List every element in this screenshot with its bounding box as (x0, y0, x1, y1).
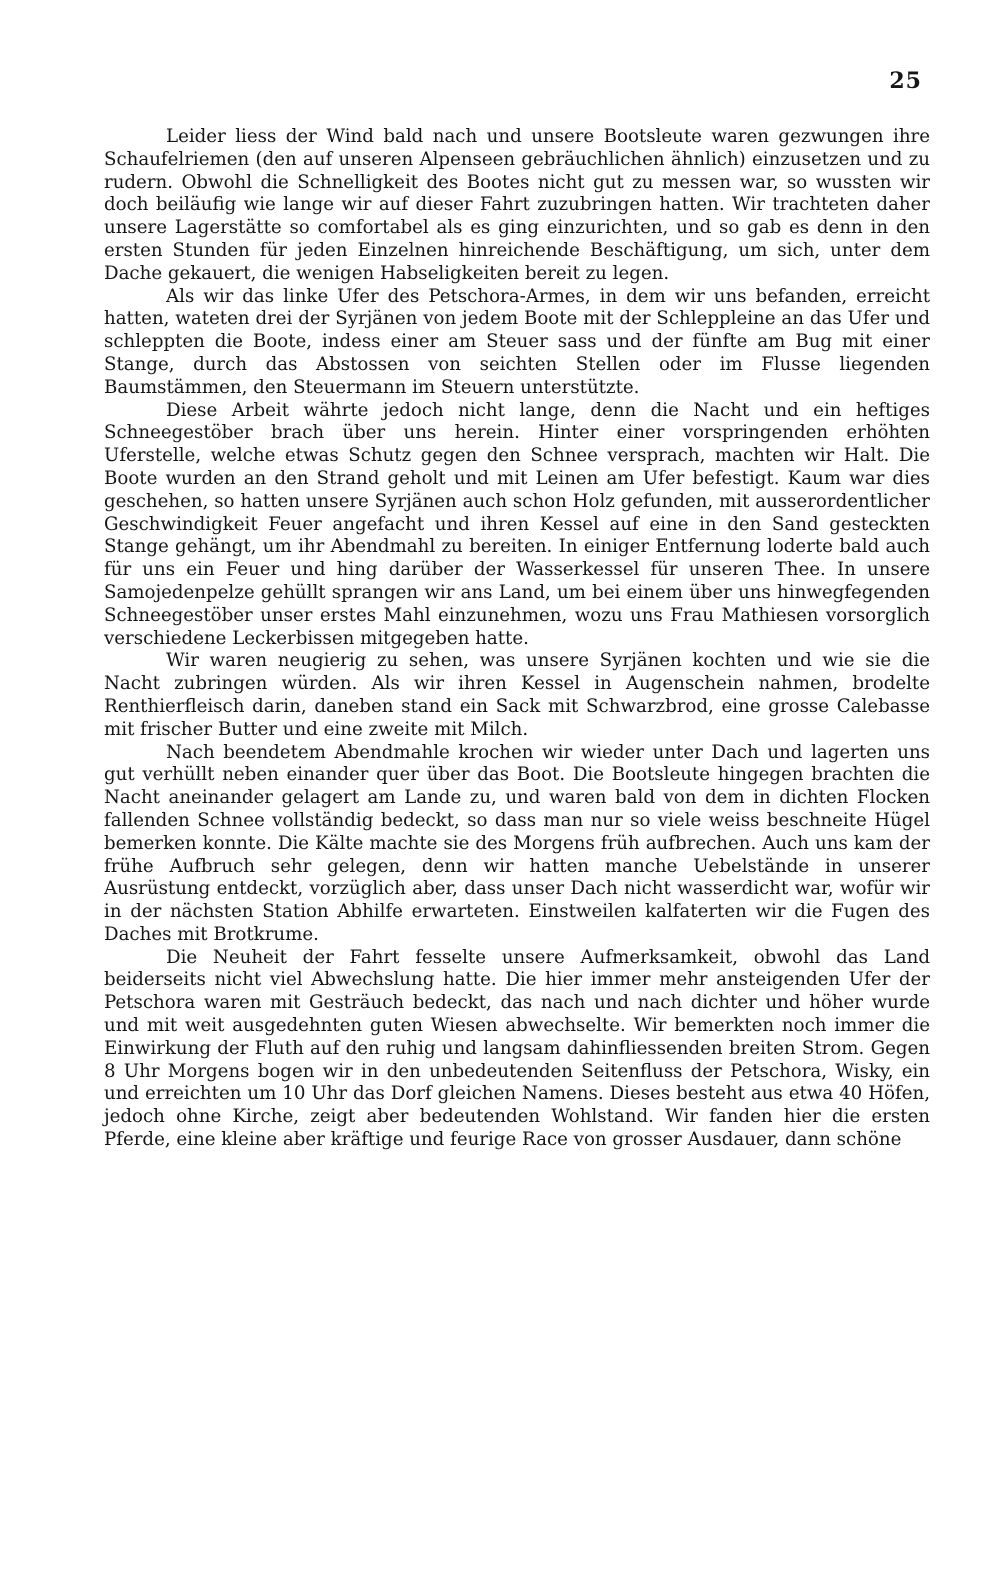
paragraph: Diese Arbeit währte jedoch nicht lange, denn die Nacht und ein heftiges Schneegestöber brach über uns herein. Hinter einer vorspringenden erhöhten Uferstelle, welche etwas Schutz gegen den Schnee versprach, machten wir Halt. Die Boote wurden an den Strand geholt und mit Leinen am Ufer befestigt. Kaum war dies geschehen, so hatten unsere Syrjänen auch schon Holz gefunden, mit ausserordentlicher Geschwindigkeit Feuer angefacht und ihren Kessel auf eine in den Sand gesteckten Stange gehängt, um ihr Abendmahl zu bereiten. In einiger Entfernung loderte bald auch für uns ein Feuer und hing darüber der Wasserkessel für unseren Thee. In unsere Samojedenpelze gehüllt sprangen wir ans Land, um bei einem über uns hinwegfegenden Schneegestöber unser erstes Mahl einzunehmen, wozu uns Frau Mathiesen vorsorglich verschiedene Leckerbissen mitgegeben hatte. (104, 399, 930, 649)
paragraph: Leider liess der Wind bald nach und unsere Bootsleute waren gezwungen ihre Schaufelriemen (den auf unseren Alpenseen gebräuchlichen ähnlich) einzusetzen und zu rudern. Obwohl die Schnelligkeit des Bootes nicht gut zu messen war, so wussten wir doch beiläufig wie lange wir auf dieser Fahrt zuzubringen hatten. Wir trachteten daher unsere Lagerstätte so comfortabel als es ging einzurichten, und so gab es denn in den ersten Stunden für jeden Einzelnen hinreichende Beschäftigung, um sich, unter dem Dache gekauert, die wenigen Habseligkeiten bereit zu legen. (104, 126, 930, 284)
paragraph: Die Neuheit der Fahrt fesselte unsere Aufmerksamkeit, obwohl das Land beiderseits nicht viel Abwechslung hatte. Die hier immer mehr ansteigenden Ufer der Petschora waren mit Gesträuch bedeckt, das nach und nach dichter und höher wurde und mit weit ausgedehnten guten Wiesen abwechselte. Wir bemerkten noch immer die Einwirkung der Fluth auf den ruhig und langsam dahinfliessenden breiten Strom. Gegen 8 Uhr Morgens bogen wir in den unbedeutenden Seitenfluss der Petschora, Wisky, ein und erreichten um 10 Uhr das Dorf gleichen Namens. Dieses besteht aus etwa 40 Höfen, jedoch ohne Kirche, zeigt aber bedeutenden Wohlstand. Wir fanden hier die ersten Pferde, eine kleine aber kräftige und feurige Race von grosser Ausdauer, dann schöne (104, 946, 930, 1151)
body-text (104, 126, 930, 1152)
paragraph: Wir waren neugierig zu sehen, was unsere Syrjänen kochten und wie sie die Nacht zubringen würden. Als wir ihren Kessel in Augenschein nahmen, brodelte Renthierfleisch darin, daneben stand ein Sack mit Schwarzbrod, eine grosse Calebasse mit frischer Butter und eine zweite mit Milch. (104, 650, 930, 740)
page-number: 25 (889, 68, 922, 94)
paragraph: Als wir das linke Ufer des Petschora-Armes, in dem wir uns befanden, erreicht hatten, wateten drei der Syrjänen von jedem Boote mit der Schleppleine an das Ufer und schleppten die Boote, indess einer am Steuer sass und der fünfte am Bug mit einer Stange, durch das Abstossen von seichten Stellen oder im Flusse liegenden Baumstämmen, den Steuermann im Steuern unterstützte. (104, 285, 930, 398)
paragraph: Nach beendetem Abendmahle krochen wir wieder unter Dach und lagerten uns gut verhüllt neben einander quer über das Boot. Die Bootsleute hingegen brachten die Nacht aneinander gelagert am Lande zu, und waren bald von dem in dichten Flocken fallenden Schnee vollständig bedeckt, so dass man nur so viele weiss beschneite Hügel bemerken konnte. Die Kälte machte sie des Morgens früh aufbrechen. Auch uns kam der frühe Aufbruch sehr gelegen, denn wir hatten manche Uebelstände in unserer Ausrüstung entdeckt, vorzüglich aber, dass unser Dach nicht wasserdicht war, wofür wir in der nächsten Station Abhilfe erwarteten. Einstweilen kalfaterten wir die Fugen des Daches mit Brotkrume. (104, 741, 930, 945)
